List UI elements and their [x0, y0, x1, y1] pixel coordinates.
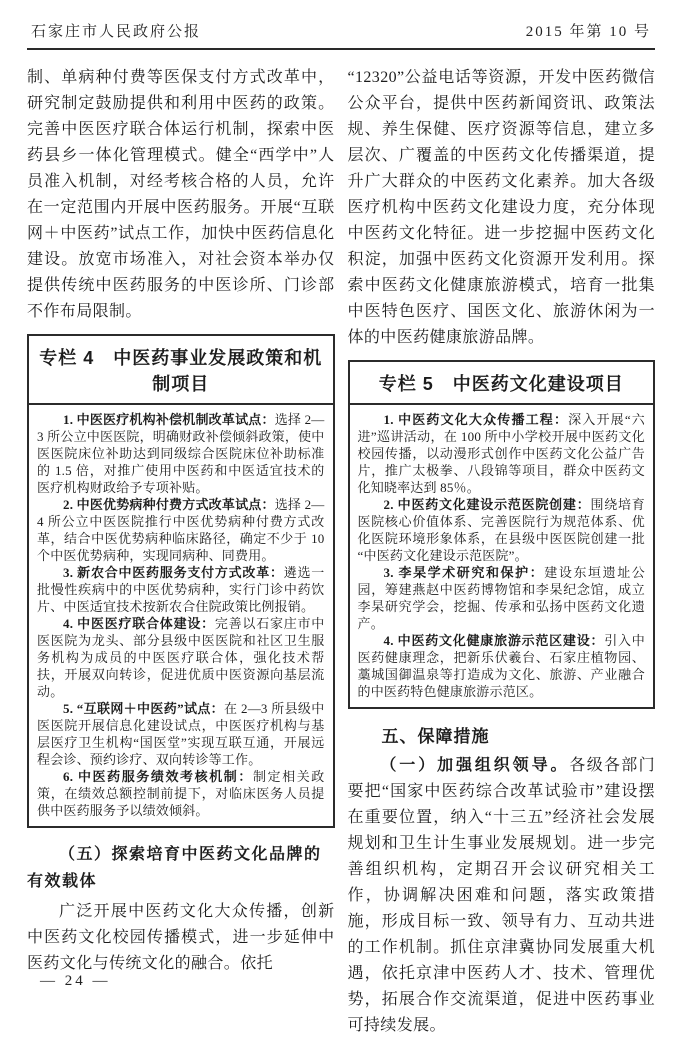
box4-item-2: [37, 496, 325, 564]
sidebar-box-4: [27, 334, 335, 828]
box5-item-1: [358, 411, 646, 496]
section-heading-5: 五、保障措施: [381, 727, 490, 746]
box5-item-2-lead: 2. 中医药文化建设示范医院创建：: [383, 497, 591, 512]
box4-content: [29, 405, 333, 826]
two-column-body: [27, 65, 655, 1039]
box5-item-3-text: 建设东垣遗址公园，筹建燕赵中医药博物馆和李杲纪念馆，成立李杲研究学会，挖掘、传承和弘扬中医药文化遗产。: [357, 565, 645, 631]
paragraph-lead: （一）加强组织领导。: [379, 757, 570, 774]
right-column: [348, 65, 656, 1039]
box4-item-4-text: 完善以石家庄市中医医院为龙头、部分县级中医医院和社区卫生服务机构为成员的中医医疗联合体，强化技术帮扶，开展双向转诊，促进优质中医资源向基层流动。: [37, 616, 325, 699]
box5-item-4: [358, 632, 646, 700]
box5-item-2-text: 围绕培育医院核心价值体系、完善医院行为规范体系、优化医院环境形象体系，在县级中医医院创建一批“中医药文化建设示范医院”。: [357, 497, 645, 563]
box4-item-1: [37, 411, 325, 496]
box4-item-3-lead: 3. 新农合中医药服务支付方式改革：: [63, 565, 284, 580]
box4-title: 专栏 4 中医药事业发展政策和机制项目: [29, 336, 333, 405]
paragraph-continued: “12320”公益电话等资源，开发中医药微信公众平台，提供中医药新闻资讯、政策法规、养生保健、医疗资源等信息，建立多层次、广覆盖的中医药文化传播渠道，提升广大群众的中医药文化素养。加大各级医疗机构中医药文化建设力度，充分体现中医药文化特征。进一步挖掘中医药文化积淀，加强中医药文化资源开发利用。探索中医药文化健康旅游模式，培育一批集中医特色医疗、国医文化、旅游休闲为一体的中医药健康旅游品牌。: [347, 69, 655, 346]
box4-item-6-text: 制定相关政策，在绩效总额控制前提下，对临床医务人员提供中医药服务予以绩效倾斜。: [37, 769, 325, 818]
box5-item-1-lead: 1. 中医药文化大众传播工程：: [383, 412, 569, 427]
paragraph: 广泛开展中医药文化大众传播，创新中医药文化校园传播模式，进一步延伸中医药文化与传统文化的融合。依托: [27, 903, 335, 972]
paragraph-org-leadership: [348, 753, 656, 1039]
issue-number: 2015 年第 10 号: [525, 24, 651, 40]
paragraph-body: 各级各部门要把“国家中医药综合改革试验市”建设摆在重要位置，纳入“十三五”经济社会发展规划和卫生计生事业发展规划。进一步完善组织机构，定期召开会议研究相关工作，协调解决困难和问题，落实政策措施，形成目标一致、领导有力、互动共进的工作机制。抓住京津冀协同发展重大机遇，依托京津中医药人才、技术、管理优势，拓展合作交流渠道，促进中医药事业可持续发展。: [347, 757, 655, 1034]
box5-item-3: [358, 564, 646, 632]
box4-item-5-lead: 5. “互联网＋中医药”试点：: [63, 701, 225, 716]
box5-item-4-lead: 4. 中医药文化健康旅游示范区建设：: [383, 633, 605, 648]
box5-item-4-text: 引入中医药健康理念，把新乐伏羲台、石家庄植物园、藁城国御温泉等打造成为文化、旅游、产业融合的中医药特色健康旅游示范区。: [357, 633, 645, 699]
gazette-title: 石家庄市人民政府公报: [31, 24, 202, 40]
box4-item-1-text: 选择 2—3 所公立中医医院，明确财政补偿倾斜政策，使中医医院床位补助达到同级综合医院床位补助标准的 1.5 倍，对推广使用中医药和中医适宜技术的医疗机构财政给予专项补贴。: [37, 412, 325, 495]
box5-title: 专栏 5 中医药文化建设项目: [350, 362, 654, 405]
box5-item-2: [358, 496, 646, 564]
box4-item-3: [37, 564, 325, 615]
box4-item-4-lead: 4. 中医医疗联合体建设：: [63, 616, 215, 631]
box4-item-4: [37, 615, 325, 700]
box5-item-3-lead: 3. 李杲学术研究和保护：: [383, 565, 545, 580]
paragraph-continued: 制、单病种付费等医保支付方式改革中，研究制定鼓励提供和利用中医药的政策。完善中医医疗联合体运行机制，探索中医药县乡一体化管理模式。健全“西学中”人员准入机制，对经考核合格的人员，允许在一定范围内开展中医药服务。开展“互联网＋中医药”试点工作，加快中医药信息化建设。放宽市场准入，对社会资本举办仅提供传统中医药服务的中医诊所、门诊部不作布局限制。: [27, 69, 335, 320]
box4-item-2-lead: 2. 中医优势病种付费方式改革试点：: [63, 497, 275, 512]
box5-item-1-text: 深入开展“六进”巡讲活动，在 100 所中小学校开展中医药文化校园传播，以动漫形式创作中医药文化公益广告片，推广太极拳、八段锦等项目，群众中医药文化知晓率达到 85％。: [357, 412, 645, 495]
box4-item-5-text: 在 2—3 所县级中医医院开展信息化建设试点，中医医疗机构与基层医疗卫生机构“国医堂”实现互联互通，开展远程会诊、预约诊疗、双向转诊等工作。: [37, 701, 325, 767]
box4-item-2-text: 选择 2—4 所公立中医医院推行中医优势病种付费方式改革，结合中医优势病种临床路径，确定不少于 10 个中医优势病种，实现同病种、同费用。: [37, 497, 325, 563]
sidebar-box-5: [348, 360, 656, 709]
left-column: [27, 65, 335, 1039]
box4-item-6: [37, 768, 325, 819]
box4-item-6-lead: 6. 中医药服务绩效考核机制：: [63, 769, 253, 784]
box4-item-5: [37, 700, 325, 768]
box5-content: [350, 405, 654, 707]
box4-item-3-text: 遴选一批慢性疾病中的中医优势病种，实行门诊中药饮片、中医适宜技术按新农合住院政策比例报销。: [37, 565, 325, 614]
box4-item-1-lead: 1. 中医医疗机构补偿机制改革试点：: [63, 412, 275, 427]
page-header: [27, 20, 655, 50]
page-number: — 24 —: [40, 973, 111, 989]
subsection-heading-5: （五）探索培育中医药文化品牌的有效载体: [27, 846, 322, 890]
